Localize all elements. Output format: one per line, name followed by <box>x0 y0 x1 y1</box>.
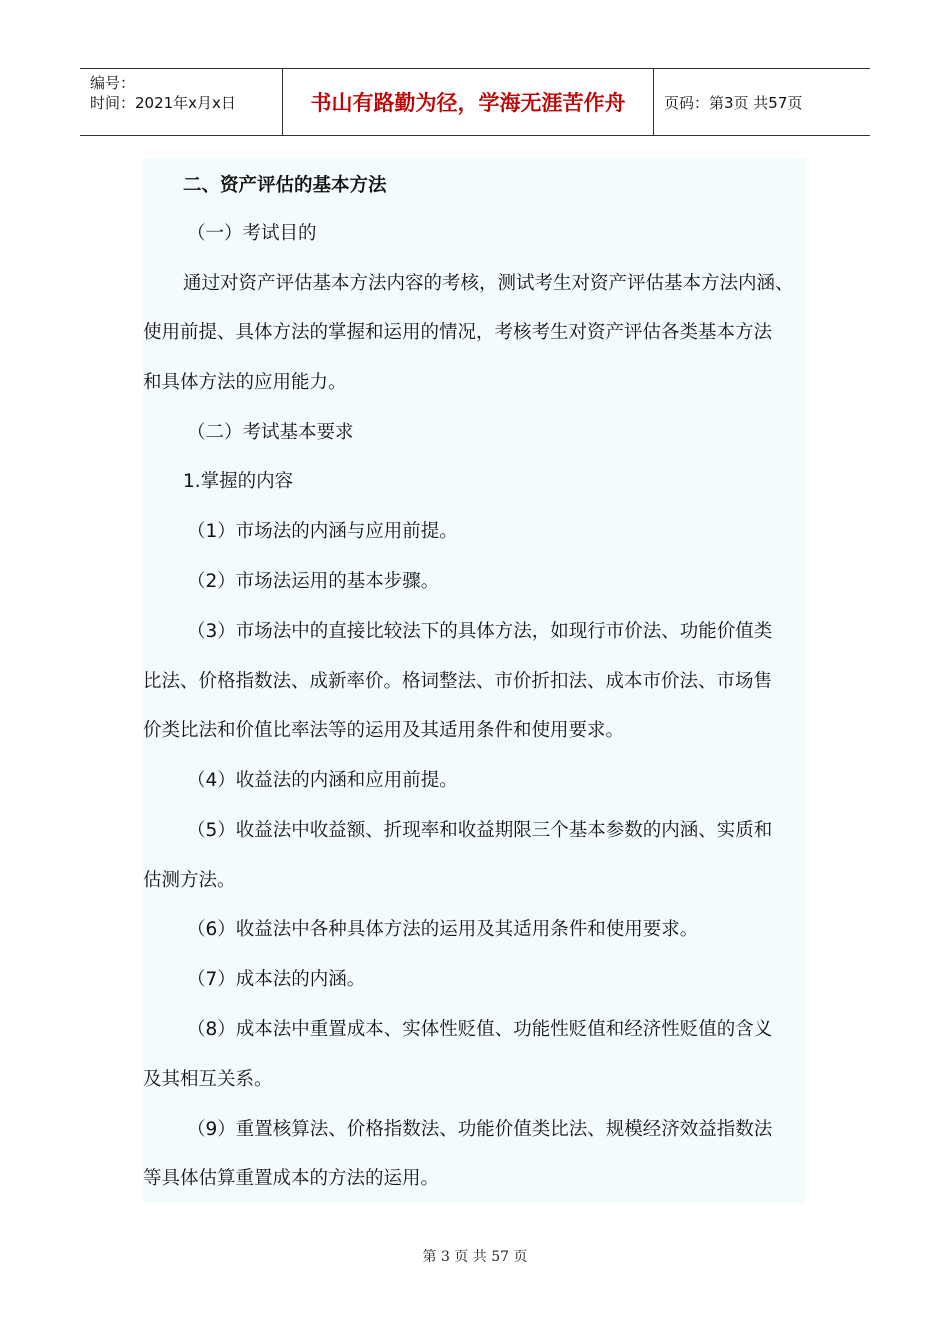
list-item: （8）成本法中重置成本、实体性贬值、功能性贬值和经济性贬值的含义 <box>187 1019 773 1040</box>
subheading-exam-requirements: （二）考试基本要求 <box>187 422 354 443</box>
header-left-cell <box>80 69 282 135</box>
list-item-continuation: 估测方法。 <box>143 870 236 891</box>
time-label: 时间：2021年x月x日 <box>90 94 236 112</box>
list-item: （3）市场法中的直接比较法下的具体方法，如现行市价法、功能价值类 <box>187 621 773 642</box>
motto: 书山有路勤为径，学海无涯苦作舟 <box>282 69 654 135</box>
list-item-continuation: 比法、价格指数法、成新率价。格词整法、市价折扣法、成本市价法、市场售 <box>143 671 773 692</box>
list-item: （7）成本法的内涵。 <box>187 969 366 990</box>
list-item-continuation: 等具体估算重置成本的方法的运用。 <box>143 1168 440 1189</box>
list-item: （6）收益法中各种具体方法的运用及其适用条件和使用要求。 <box>187 919 699 940</box>
item-header: 1.掌握的内容 <box>183 471 294 492</box>
section-title: 二、资产评估的基本方法 <box>183 175 387 196</box>
list-item: （5）收益法中收益额、折现率和收益期限三个基本参数的内涵、实质和 <box>187 820 773 841</box>
document-body <box>143 158 806 1203</box>
list-item: （1）市场法的内涵与应用前提。 <box>187 521 458 542</box>
paragraph-line: 和具体方法的应用能力。 <box>143 372 347 393</box>
paragraph-line: 使用前提、具体方法的掌握和运用的情况，考核考生对资产评估各类基本方法 <box>143 322 773 343</box>
list-item-continuation: 及其相互关系。 <box>143 1069 273 1090</box>
list-item-continuation: 价类比法和价值比率法等的运用及其适用条件和使用要求。 <box>143 720 625 741</box>
subheading-exam-purpose: （一）考试目的 <box>187 223 317 244</box>
page-info: 页码：第3页 共57页 <box>664 93 803 112</box>
number-label: 编号： <box>90 74 136 92</box>
paragraph-line: 通过对资产评估基本方法内容的考核，测试考生对资产评估基本方法内涵、 <box>183 273 794 294</box>
page-footer: 第 3 页 共 57 页 <box>422 1249 528 1265</box>
list-item: （9）重置核算法、价格指数法、功能价值类比法、规模经济效益指数法 <box>187 1119 773 1140</box>
header-table <box>80 68 870 136</box>
list-item: （4）收益法的内涵和应用前提。 <box>187 770 458 791</box>
list-item: （2）市场法运用的基本步骤。 <box>187 571 440 592</box>
